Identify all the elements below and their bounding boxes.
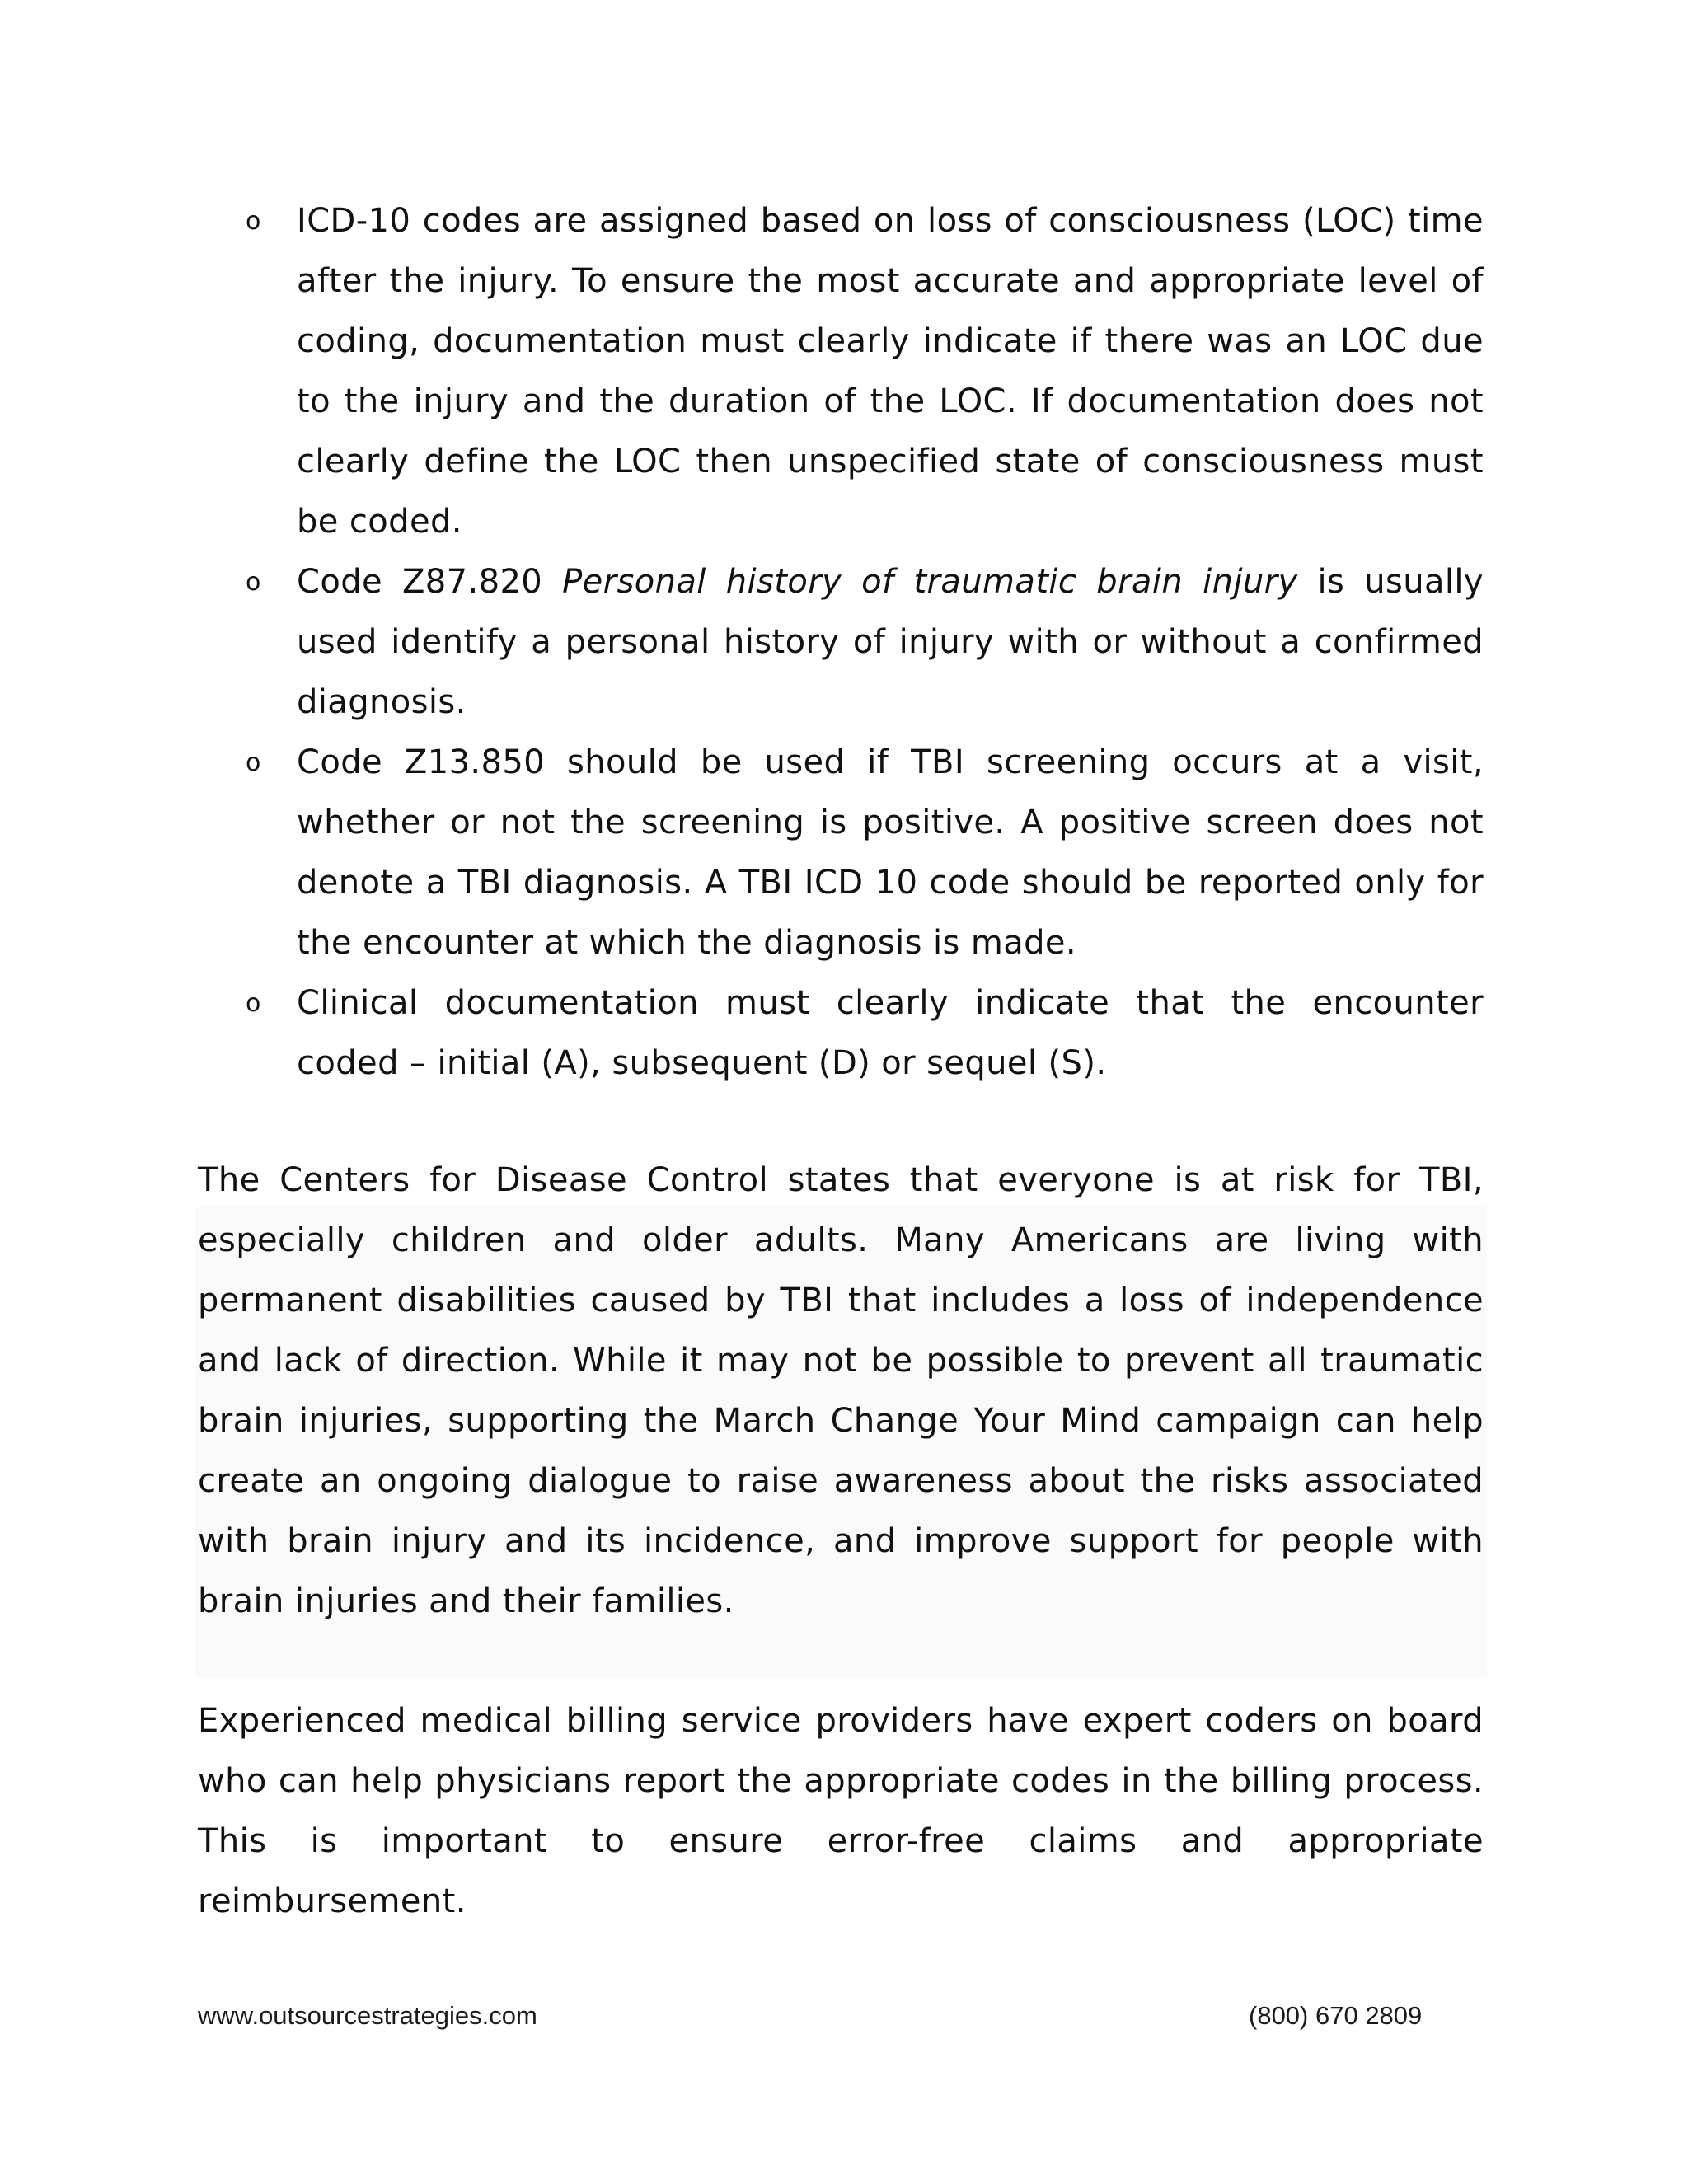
bullet-marker-icon: o [246,989,261,1018]
footer-website: www.outsourcestrategies.com [198,2001,537,2030]
bullet-text: Code Z13.850 should be used if TBI screening occurs at a visit, whether or not the screening is positive. A positive screen does not denote a TBI diagnosis. A TBI ICD 10 code should be reported only for the encounter at which the diagnosis is made. [297,743,1484,962]
bullet-text-prefix: Code Z87.820 [297,563,563,601]
bullet-text: ICD-10 codes are assigned based on loss of consciousness (LOC) time after the injury. To ensure the most accurate and appropriate level of coding, documentation must clearly indicate if there was an LOC due to the injury and the duration of the LOC. If documentation does not clearly define the LOC then unspecified state of consciousness must be coded. [297,202,1484,541]
bullet-text: Clinical documentation must clearly indicate that the encounter coded – initial (A), subsequent (D) or sequel (S). [297,984,1484,1082]
bullet-item-z13-850 [198,733,1484,973]
bullet-item-loc-coding [198,191,1484,552]
coding-guidelines-list [198,191,1484,1094]
bullet-item-encounter [198,973,1484,1094]
bullet-marker-icon: o [246,748,261,777]
paragraph-billing-providers: Experienced medical billing service providers have expert coders on board who can help physicians report the appropriate codes in the billing process. This is important to ensure error-free claims and appropriate reimbursement. [198,1702,1484,1920]
code-description-italic: Personal history of traumatic brain injury [562,563,1298,601]
bullet-item-z87-820 [198,552,1484,733]
bullet-text-suffix: is usually used identify a personal history of injury with or without a confirmed diagnosis. [297,563,1484,721]
paragraph-cdc-risk: The Centers for Disease Control states that everyone is at risk for TBI, especially children and older adults. Many Americans are living with permanent disabilities caused by TBI that includes a loss of independence and lack of direction. While it may not be possible to prevent all traumatic brain injuries, supporting the March Change Your Mind campaign can help create an ongoing dialogue to raise awareness about the risks associated with brain injury and its incidence, and improve support for people with brain injuries and their families. [198,1161,1484,1620]
bullet-marker-icon: o [246,207,261,236]
bullet-marker-icon: o [246,568,261,597]
footer-phone: (800) 670 2809 [1249,2001,1423,2030]
